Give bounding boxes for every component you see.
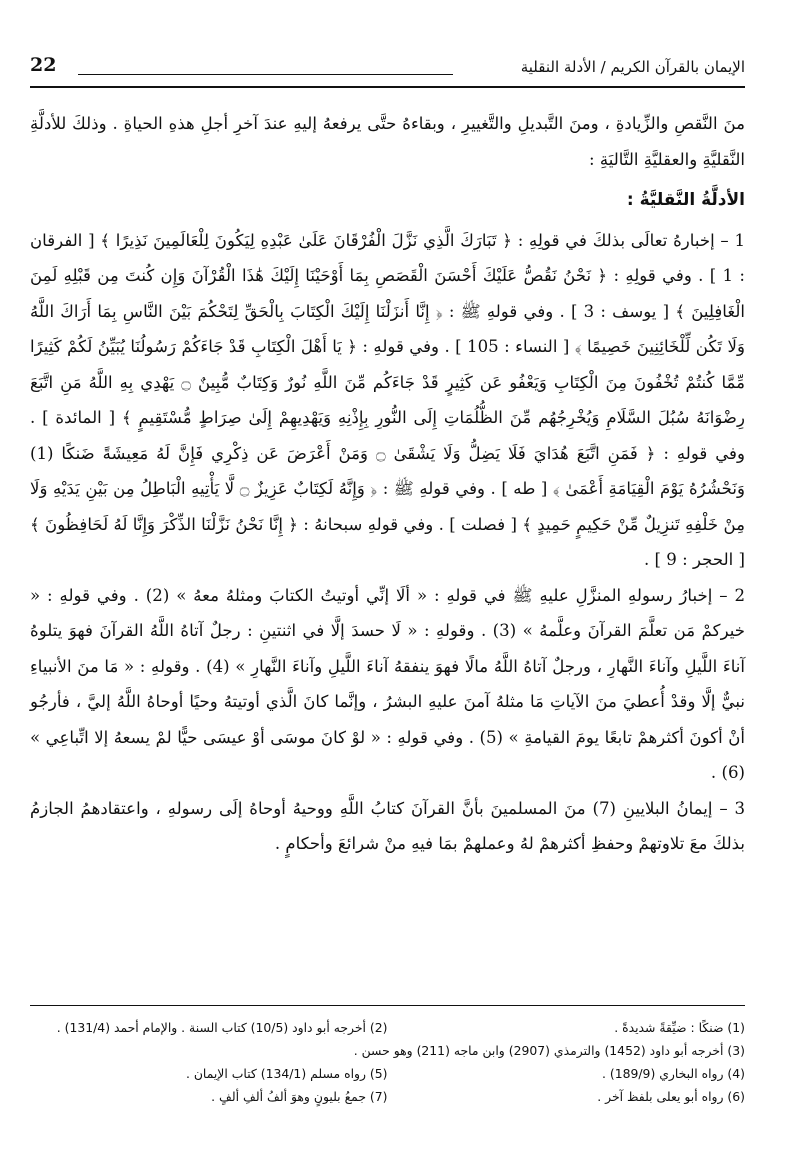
paragraph-1: 1 – إخبارهُ تعالَى بذلكَ في قولِهِ : ﴿ تَبَارَكَ الَّذِي نَزَّلَ الْفُرْقَانَ عَلَىٰ عَبْدِهِ لِيَكُونَ لِلْعَالَمِينَ نَذِيرًا ﴾ [ الفرقان : 1 ] . وفي قولِهِ : ﴿ نَحْنُ نَقُصُّ عَلَيْكَ أَحْسَنَ الْقَصَصِ بِمَا أَوْحَيْنَا إِلَيْكَ هَٰذَا الْقُرْآنَ وَإِن كُنتَ مِن قَبْلِهِ لَمِنَ الْغَافِلِينَ ﴾ [ يوسف : 3 ] . وفي قولهِ ﷺ : ﴿ إِنَّا أَنزَلْنَا إِلَيْكَ الْكِتَابَ بِالْحَقِّ لِتَحْكُمَ بَيْنَ النَّاسِ بِمَا أَرَاكَ اللَّهُ وَلَا تَكُن لِّلْخَائِنِينَ خَصِيمًا ﴾ [ النساء : 105 ] . وفي قولهِ : ﴿ يَا أَهْلَ الْكِتَابِ قَدْ جَاءَكُمْ رَسُولُنَا يُبَيِّنُ لَكُمْ كَثِيرًا مِّمَّا كُنتُمْ تُخْفُونَ مِنَ الْكِتَابِ وَيَعْفُو عَن كَثِيرٍ قَدْ جَاءَكُم مِّنَ اللَّهِ نُورٌ وَكِتَابٌ مُّبِينٌ ۝ يَهْدِي بِهِ اللَّهُ مَنِ اتَّبَعَ رِضْوَانَهُ سُبُلَ السَّلَامِ وَيُخْرِجُهُم مِّنَ الظُّلُمَاتِ إِلَى النُّورِ بِإِذْنِهِ وَيَهْدِيهِمْ إِلَىٰ صِرَاطٍ مُّسْتَقِيمٍ ﴾ [ المائدة ] . وفي قولهِ : ﴿ فَمَنِ اتَّبَعَ هُدَايَ فَلَا يَضِلُّ وَلَا يَشْقَىٰ ۝ وَمَنْ أَعْرَضَ عَن ذِكْرِي فَإِنَّ لَهُ مَعِيشَةً ضَنكًا (1) وَنَحْشُرُهُ يَوْمَ الْقِيَامَةِ أَعْمَىٰ ﴾ [ طه ] . وفي قولهِ ﷺ : ﴿ وَإِنَّهُ لَكِتَابٌ عَزِيزٌ ۝ لَّا يَأْتِيهِ الْبَاطِلُ مِن بَيْنِ يَدَيْهِ وَلَا مِنْ خَلْفِهِ تَنزِيلٌ مِّنْ حَكِيمٍ حَمِيدٍ ﴾ [ فصلت ] . وفي قولهِ سبحانهُ : ﴿ إِنَّا نَحْنُ نَزَّلْنَا الذِّكْرَ وَإِنَّا لَهُ لَحَافِظُونَ ﴾ [ الحجر : 9 ] .: [30, 230, 746, 569]
page-number: 22: [30, 54, 57, 76]
footnote-1: (1) ضنكًا : ضيِّقةً شديدةً .: [614, 1020, 745, 1035]
footnote-6: (6) رواه أبو يعلى بلفظ آخر .: [597, 1089, 745, 1104]
footnotes: [30, 1005, 745, 1108]
paragraph-2: 2 – إخبارُ رسولهِ المنزَّلِ عليهِ ﷺ في قولهِ : « ألَا إنِّي أوتيتُ الكتابَ ومثلهُ معهُ » (2) . وفي قولهِ : « خيركمْ مَن تعلَّمَ القرآنَ وعلَّمهُ » (3) . وقولهِ : « لَا حسدَ إلَّا في اثنتينِ : رجلٌ آتاهُ اللَّهُ القرآنَ فهوَ يتلوهُ آناءَ اللَّيلِ وآناءَ النَّهارِ ، ورجلٌ آتاهُ اللَّهُ مالًا فهوَ ينفقهُ آناءَ اللَّيلِ وآناءَ النَّهارِ » (4) . وقولهِ : « مَا منَ الأنبياءِ نبيٌّ إلَّا وقدْ أُعطيَ منَ الآياتِ مَا مثلهُ آمنَ عليهِ البشرُ ، وإنَّما كانَ الَّذي أوتيتهُ وحيًا أوحاهُ اللَّهُ إليَّ ، فأرجُو أنْ أكونَ أكثرهمْ تابعًا يومَ القيامةِ » (5) . وفي قولهِ : « لوْ كانَ موسَى أوْ عيسَى حيًّا لمْ يسعهُ إلا اتِّباعِي » (6) .: [30, 585, 746, 782]
section-heading: الأدلَّةُ النَّقليَّةُ :: [626, 190, 745, 210]
body-text: [30, 106, 745, 862]
footnote-2: (2) أخرجه أبو داود (10/5) كتاب السنة . والإمام أحمد (131/4) .: [56, 1020, 388, 1035]
intro-paragraph: منَ النَّقصِ والزِّيادةِ ، ومنَ التَّبديلِ والتَّغييرِ ، وبقاءهُ حتَّى يرفعهُ إليهِ عندَ آخرِ أجلِ هذهِ الحياةِ . وذلكَ للأدلَّةِ النَّقليَّةِ والعقليَّةِ التَّاليَةِ :: [30, 114, 745, 169]
header-rule: [78, 74, 453, 75]
page-header: [30, 52, 745, 88]
footnote-row: [30, 1062, 745, 1085]
footnote-row: [30, 1016, 745, 1039]
footnote-row: [30, 1039, 745, 1062]
footnote-5: (5) رواه مسلم (134/1) كتاب الإيمان .: [185, 1066, 388, 1081]
paragraph-3: 3 – إيمانُ البلايينِ (7) منَ المسلمينَ بأنَّ القرآنَ كتابُ اللَّهِ ووحيهُ أوحاهُ إلَى رسولهِ ، واعتقادهمُ الجازمُ بذلكَ معَ تلاوتهمْ وحفظِ أكثرهمْ لهُ وعملهمْ بمَا فيهِ منْ شرائعَ وأحكامٍ .: [30, 798, 746, 853]
running-title: الإيمان بالقرآن الكريم / الأدلة النقلية: [520, 58, 745, 76]
footnote-3: (3) أخرجه أبو داود (1452) والترمذي (2907) وابن ماجه (211) وهو حسن .: [353, 1043, 745, 1058]
footnote-7: (7) جمعُ بليونٍ وهوَ ألفُ ألفِ ألفٍ .: [211, 1089, 388, 1104]
footnote-row: [30, 1085, 745, 1108]
page: [30, 52, 745, 862]
footnote-4: (4) رواه البخاري (189/9) .: [602, 1066, 745, 1081]
